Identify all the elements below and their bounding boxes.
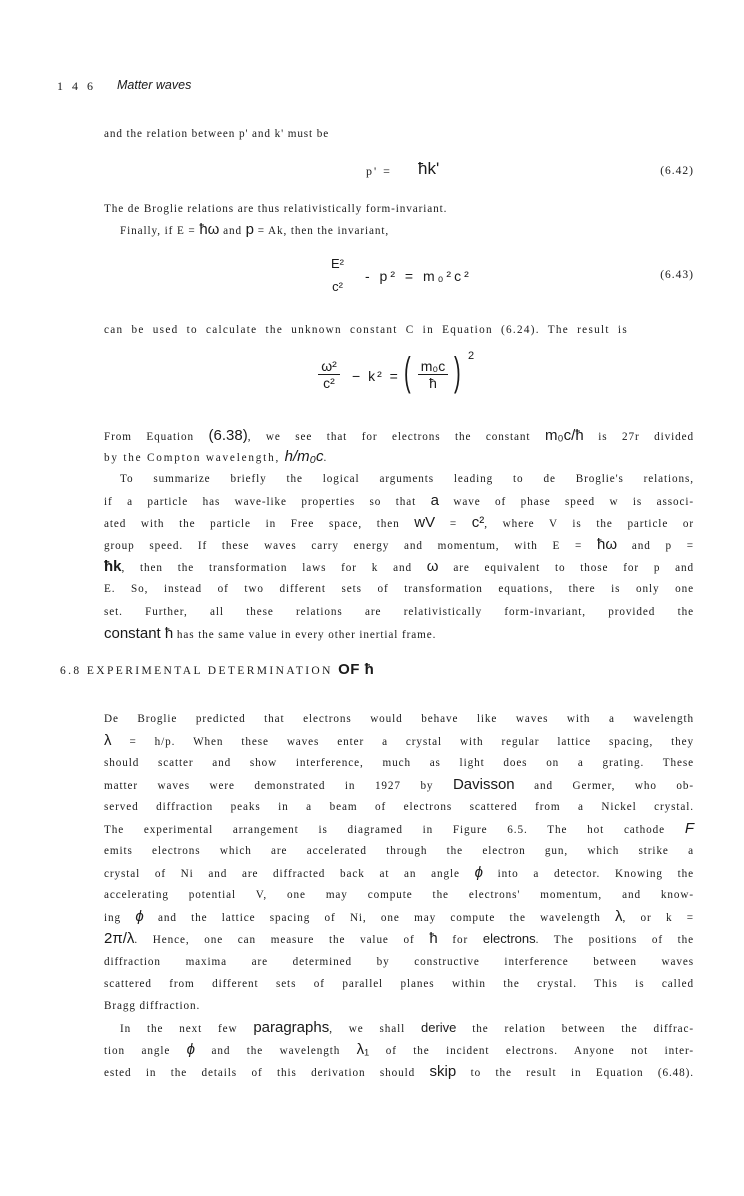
left-paren: (: [404, 350, 411, 394]
fraction-numerator: m₀c: [420, 358, 446, 374]
paragraph-line: To summarize briefly the logical arguments leading to de Broglie's relations,: [120, 473, 694, 485]
paragraph-line: The de Broglie relations are thus relativistically form-invariant.: [104, 203, 448, 215]
paragraph-line: Finally, if E = ħω and p = Ak, then the invariant,: [120, 221, 390, 238]
paragraph-line: served diffraction peaks in a beam of electrons scattered from a Nickel crystal.: [104, 801, 694, 813]
fraction-denominator: c²: [332, 279, 343, 294]
paragraph-line: ated with the particle in Free space, then wV = c², where V is the particle or: [104, 514, 694, 531]
paragraph-line: accelerating potential V, one may compute the electrons' momentum, and know-: [104, 889, 694, 901]
paragraph-line: ested in the details of this derivation should skip to the result in Equation (6.48).: [104, 1063, 694, 1080]
paragraph-line: matter waves were demonstrated in 1927 by Davisson and Germer, who ob-: [104, 776, 694, 793]
paragraph-line: emits electrons which are accelerated through the electron gun, which strike a: [104, 845, 694, 857]
equation-number: (6.42): [660, 165, 694, 177]
paragraph-line: group speed. If these waves carry energy and momentum, with E = ħω and p =: [104, 536, 694, 553]
paragraph-line: can be used to calculate the unknown constant C in Equation (6.24). The result is: [104, 324, 628, 336]
paragraph-line: De Broglie predicted that electrons would behave like waves with a wavelength: [104, 713, 694, 725]
paragraph-line: ing ϕ and the lattice spacing of Ni, one may compute the wavelength λ, or k =: [104, 908, 694, 925]
paragraph-line: crystal of Ni and are diffracted back at an angle ϕ into a detector. Knowing the: [104, 864, 694, 881]
running-title: Matter waves: [117, 78, 192, 92]
paragraph-line: should scatter and show interference, much as light does on a grating. These: [104, 757, 694, 769]
section-heading: 6.8 EXPERIMENTAL DETERMINATION OF ħ: [60, 661, 375, 678]
paragraph-line: In the next few paragraphs, we shall derive the relation between the diffrac-: [120, 1019, 694, 1036]
equation-lhs: p' =: [366, 164, 392, 178]
fraction-denominator: ħ: [429, 375, 437, 391]
paragraph-line: The experimental arrangement is diagramed in Figure 6.5. The hot cathode F: [104, 820, 694, 837]
equation-rhs: ħk': [418, 159, 440, 178]
paragraph-line: by the Compton wavelength, h/m₀c.: [104, 448, 329, 465]
paragraph-line: λ = h/p. When these waves enter a crystal with regular lattice spacing, they: [104, 732, 694, 749]
paragraph-line: scattered from different sets of parallel planes within the crystal. This is called: [104, 978, 694, 990]
equation-mid: − k² =: [352, 368, 400, 384]
paragraph-line: diffraction maxima are determined by constructive interference between waves: [104, 956, 694, 968]
paragraph-line: 2π/λ. Hence, one can measure the value of ħ for electrons. The positions of the: [104, 930, 695, 947]
equation-rest: - p² = m₀²c²: [365, 268, 472, 284]
fraction-denominator: c²: [323, 375, 335, 391]
paragraph-line: constant ħ has the same value in every other inertial frame.: [104, 625, 437, 642]
paragraph-line: E. So, instead of two different sets of transformation equations, there is only one: [104, 583, 694, 595]
equation-number: (6.43): [660, 269, 694, 281]
right-paren: ): [454, 350, 461, 394]
paragraph-line: if a particle has wave-like properties so that a wave of phase speed w is associ-: [104, 492, 694, 509]
paragraph-line: tion angle ϕ and the wavelength λ₁ of the incident electrons. Anyone not inter-: [104, 1041, 694, 1058]
paragraph-line: and the relation between p' and k' must be: [104, 128, 330, 140]
exponent: 2: [468, 350, 475, 362]
fraction-numerator: E²: [331, 256, 344, 271]
fraction-numerator: ω²: [321, 358, 337, 374]
page-number: 1 4 6: [57, 79, 96, 93]
paragraph-line: set. Further, all these relations are relativistically form-invariant, provided the: [104, 606, 694, 618]
paragraph-line: From Equation (6.38), we see that for electrons the constant m₀c/ħ is 27r divided: [104, 427, 695, 444]
paragraph-line: Bragg diffraction.: [104, 1000, 201, 1012]
paragraph-line: ħk, then the transformation laws for k and ω are equivalent to those for p and: [104, 558, 694, 575]
